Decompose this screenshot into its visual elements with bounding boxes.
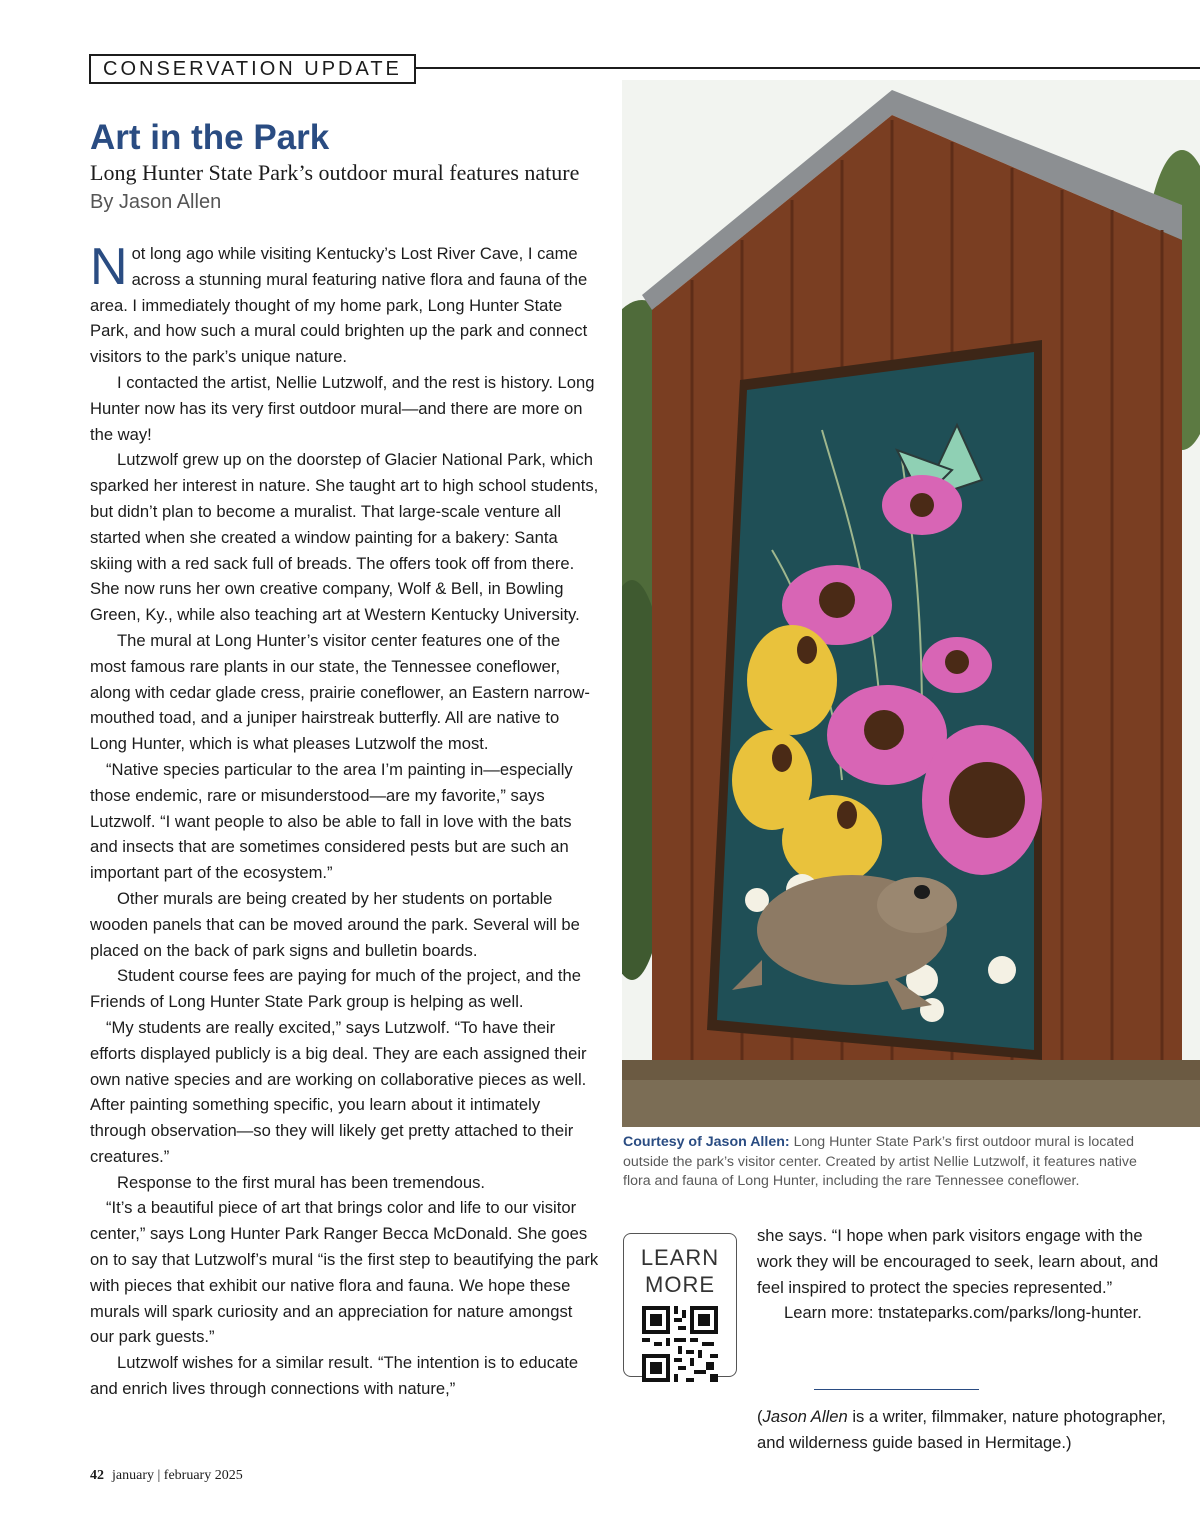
page-number: 42 [90, 1468, 104, 1483]
section-label: CONSERVATION UPDATE [89, 54, 416, 84]
photo-caption [623, 1133, 1163, 1192]
bio-divider [814, 1389, 979, 1390]
section-rule [410, 67, 1200, 69]
paragraph-4: The mural at Long Hunter’s visitor center features one of the most famous rare plants in our state, the Tennessee coneflower, along with cedar glade cress, prairie coneflower, an Eastern narrow-mouthed toad, and a juniper hairstreak butterfly. All are native to Long Hunter, which is what pleases Lutzwolf the most. [90, 630, 590, 754]
paragraph-8: “My students are really excited,” says Lutzwolf. “To have their efforts displayed publicly is a big deal. They are each assigned their own native species and are working on collaborative pieces as well. After painting something specific, you learn about it intimately through observation—so they will likely get pretty attached to their creatures.” [90, 1017, 587, 1166]
article-title: Art in the Park [90, 118, 330, 157]
paragraph-10: “It’s a beautiful piece of art that brings color and life to our visitor center,” says Long Hunter Park Ranger Becca McDonald. She goes on to say that Lutzwolf’s mural “is the first step to beautifying the park with pieces that exhibit our native flora and fauna. We hope these murals will spark curiosity and an appreciation for nature amongst our park guests.” [90, 1198, 599, 1347]
page-footer [90, 1468, 243, 1484]
author-bio: (Jason Allen is a writer, filmmaker, nature photographer, and wilderness guide based in Hermitage.) [757, 1407, 1166, 1452]
paragraph-3: Lutzwolf grew up on the doorstep of Glacier National Park, which sparked her interest in nature. She taught art to high school students, but didn’t plan to become a muralist. That large-scale venture all started when she created a window painting for a bakery: Santa skiing with a red sack full of breads. The offers took off from there. She now runs her own creative company, Wolf & Bell, in Bowling Green, Ky., while also teaching art at Western Kentucky University. [90, 450, 599, 625]
caption-text: Long Hunter State Park’s first outdoor mural is located outside the park’s visitor center. Created by artist Nellie Lutzwolf, it features native flora and fauna of Long Hunter, including the rare Tennessee coneflower. [623, 1134, 1137, 1190]
learn-more-box [623, 1233, 737, 1377]
caption-credit: Courtesy of Jason Allen: [623, 1134, 790, 1150]
paragraph-9: Response to the first mural has been tremendous. [117, 1172, 486, 1192]
paragraph-2: I contacted the artist, Nellie Lutzwolf, and the rest is history. Long Hunter now has its very first outdoor mural—and there are more on the way! [90, 372, 595, 444]
article-body-continued [757, 1223, 1167, 1326]
paragraph-5: “Native species particular to the area I’m painting in—especially those endemic, rare or misunderstood—are my favorite,” says Lutzwolf. “I want people to also be able to fall in love with the bats and insects that are sometimes considered pests but are such an important part of the ecosystem.” [90, 759, 573, 883]
paragraph-7: Student course fees are paying for much of the project, and the Friends of Long Hunter State Park group is helping as well. [90, 966, 581, 1012]
paragraph-1: Not long ago while visiting Kentucky’s Lost River Cave, I came across a stunning mural featuring native flora and fauna of the area. I immediately thought of my home park, Long Hunter State Park, and how such a mural could brighten up the park and connect visitors to the park’s unique nature. [90, 238, 588, 367]
continued-paragraph-2: Learn more: tnstateparks.com/parks/long-hunter. [784, 1303, 1142, 1323]
paragraph-11: Lutzwolf wishes for a similar result. “The intention is to educate and enrich lives through connections with nature,” [90, 1353, 579, 1399]
drop-cap: N [90, 238, 128, 296]
bio-text: is a writer, filmmaker, nature photographer, and wilderness guide based in Hermitage.) [757, 1407, 1166, 1452]
article-body [90, 238, 600, 1402]
article-subtitle: Long Hunter State Park’s outdoor mural features nature [90, 160, 580, 185]
paragraph-6: Other murals are being created by her students on portable wooden panels that can be moved around the park. Several will be placed on the back of park signs and bulletin boards. [90, 888, 580, 960]
bio-name: Jason Allen [762, 1407, 848, 1426]
learn-more-label: LEARN MORE [640, 1245, 720, 1297]
article-byline: By Jason Allen [90, 191, 222, 213]
continued-paragraph-1: she says. “I hope when park visitors engage with the work they will be encouraged to seek, learn about, and feel inspired to protect the species represented.” [757, 1226, 1159, 1297]
mural-photo [622, 80, 1200, 1127]
issue-date: january | february 2025 [112, 1468, 243, 1483]
qr-code-icon[interactable] [642, 1306, 718, 1382]
